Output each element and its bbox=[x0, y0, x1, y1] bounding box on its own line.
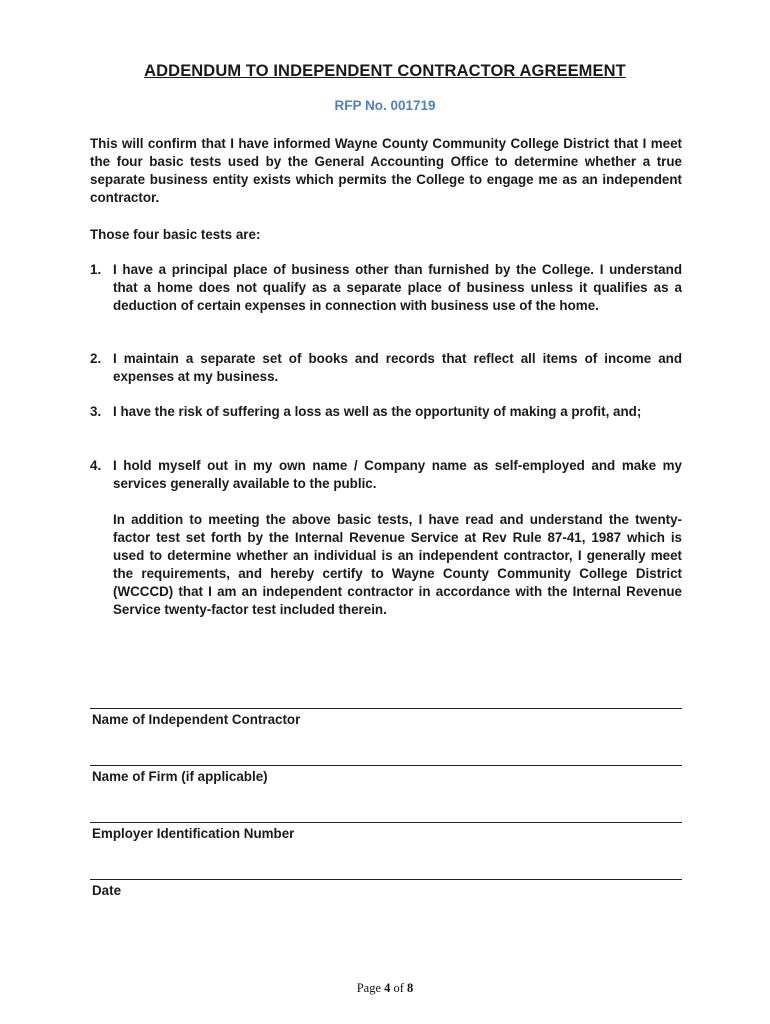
firm-name-label: Name of Firm (if applicable) bbox=[92, 769, 268, 784]
test-number: 3. bbox=[90, 404, 102, 419]
test-number: 1. bbox=[90, 262, 102, 277]
test-item bbox=[90, 350, 682, 386]
ein-label: Employer Identification Number bbox=[92, 826, 295, 841]
document-title: ADDENDUM TO INDEPENDENT CONTRACTOR AGREEMENT bbox=[144, 62, 626, 80]
test-number: 4. bbox=[90, 458, 102, 473]
test-text: I maintain a separate set of books and records that reflect all items of income and expenses at my business. bbox=[113, 351, 682, 384]
page-prefix: Page bbox=[356, 981, 381, 995]
intro-paragraph: This will confirm that I have informed Wayne County Community College District that I meet the four basic tests used by the General Accounting Office to determine whether a true separate business entity exists which permits the College to engage me as an independent contractor. bbox=[90, 136, 682, 205]
total-page-number: 8 bbox=[407, 981, 414, 995]
test-text: I hold myself out in my own name / Company name as self-employed and make my services generally available to the public. bbox=[113, 458, 682, 491]
tests-lead: Those four basic tests are: bbox=[90, 227, 261, 242]
date-label: Date bbox=[92, 883, 122, 898]
test-item bbox=[90, 261, 682, 315]
date-line[interactable] bbox=[90, 879, 682, 880]
contractor-name-label: Name of Independent Contractor bbox=[92, 712, 301, 727]
page-footer bbox=[0, 981, 770, 996]
page-of: of bbox=[393, 981, 404, 995]
test-text: I have a principal place of business other than furnished by the College. I understand that a home does not qualify as a separate place of business unless it qualifies as a deduction of certain expenses in connection with business use of the home. bbox=[113, 262, 682, 313]
rfp-number: RFP No. 001719 bbox=[334, 98, 436, 113]
current-page-number: 4 bbox=[384, 981, 391, 995]
ein-line[interactable] bbox=[90, 822, 682, 823]
firm-name-line[interactable] bbox=[90, 765, 682, 766]
contractor-name-line[interactable] bbox=[90, 708, 682, 709]
test-number: 2. bbox=[90, 351, 102, 366]
test-text: I have the risk of suffering a loss as well as the opportunity of making a profit, and; bbox=[113, 404, 642, 419]
certification-paragraph: In addition to meeting the above basic tests, I have read and understand the twenty-factor test set forth by the Internal Revenue Service at Rev Rule 87-41, 1987 which is used to determine whether an individual is an independent contractor, I generally meet the requirements, and hereby certify to Wayne County Community College District (WCCCD) that I am an independent contractor in accordance with the Internal Revenue Service twenty-factor test included therein. bbox=[113, 512, 682, 617]
test-item bbox=[90, 403, 682, 421]
test-item bbox=[90, 457, 682, 493]
